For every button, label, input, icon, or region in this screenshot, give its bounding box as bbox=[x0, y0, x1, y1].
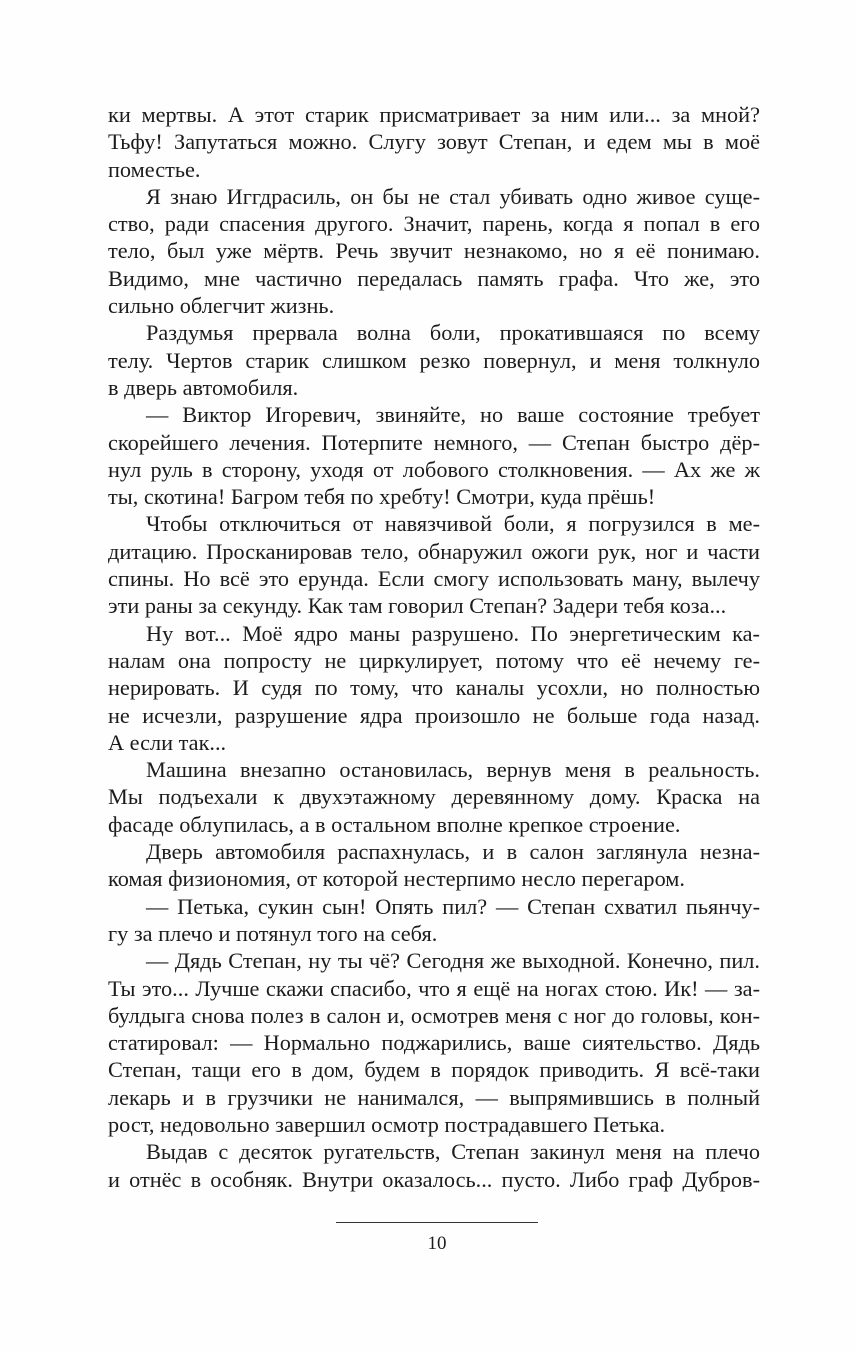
text-line: нерировать. И судя по тому, что каналы усохли, но полностью bbox=[108, 675, 760, 701]
text-line: поместье. bbox=[108, 156, 201, 182]
text-line: ство, ради спасения другого. Значит, парень, когда я попал в его bbox=[108, 211, 760, 237]
text-line: и отнёс в особняк. Внутри оказалось... пусто. Либо граф Дубров- bbox=[108, 1166, 760, 1192]
text-line: в дверь автомобиля. bbox=[108, 374, 299, 400]
text-line: — Петька, сукин сын! Опять пил? — Степан схватил пьянчу- bbox=[146, 893, 760, 919]
text-line: Мы подъехали к двухэтажному деревянному дому. Краска на bbox=[108, 784, 760, 810]
text-line: не исчезли, разрушение ядра произошло не больше года назад. bbox=[108, 702, 760, 728]
text-line: Ты это... Лучше скажи спасибо, что я ещё на ногах стою. Ик! — за- bbox=[108, 975, 760, 1001]
text-line: — Виктор Игоревич, звиняйте, но ваше состояние требует bbox=[146, 402, 760, 428]
text-line: нул руль в сторону, уходя от лобового столкновения. — Ах же ж bbox=[108, 456, 760, 482]
text-line: сильно облегчит жизнь. bbox=[108, 293, 335, 319]
footer-rule bbox=[336, 1222, 538, 1223]
text-line: булдыга снова полез в салон и, осмотрев меня с ног до головы, кон- bbox=[108, 1002, 760, 1028]
text-line: Я знаю Иггдрасиль, он бы не стал убивать одно живое суще- bbox=[146, 183, 760, 209]
text-line: рост, недовольно завершил осмотр пострадавшего Петька. bbox=[108, 1111, 666, 1137]
text-line: фасаде облупилась, а в остальном вполне крепкое строение. bbox=[108, 811, 681, 837]
text-line: телу. Чертов старик слишком резко повернул, и меня толкнуло bbox=[108, 347, 760, 373]
text-line: комая физиономия, от которой нестерпимо несло перегаром. bbox=[108, 866, 685, 892]
text-line: — Дядь Степан, ну ты чё? Сегодня же выходной. Конечно, пил. bbox=[146, 948, 760, 974]
text-line: Выдав с десяток ругательств, Степан закинул меня на плечо bbox=[146, 1139, 760, 1165]
text-line: Машина внезапно остановилась, вернув меня в реальность. bbox=[146, 757, 760, 783]
text-line: Видимо, мне частично передалась память графа. Что же, это bbox=[108, 265, 760, 291]
text-line: скорейшего лечения. Потерпите немного, — Степан быстро дёр- bbox=[108, 429, 760, 455]
body-text bbox=[108, 101, 760, 1193]
text-line: налам она попросту не циркулирует, потому что её нечему ге- bbox=[108, 647, 760, 673]
text-line: Ну вот... Моё ядро маны разрушено. По энергетическим ка- bbox=[146, 620, 760, 646]
text-line: дитацию. Просканировав тело, обнаружил ожоги рук, ног и части bbox=[108, 538, 760, 564]
text-line: спины. Но всё это ерунда. Если смогу использовать ману, вылечу bbox=[108, 566, 760, 592]
page-number: 10 bbox=[427, 1233, 447, 1254]
text-line: Раздумья прервала волна боли, прокатившаяся по всему bbox=[146, 320, 760, 346]
text-line: статировал: — Нормально поджарились, ваше сиятельство. Дядь bbox=[108, 1030, 760, 1056]
text-line: Тьфу! Запутаться можно. Слугу зовут Степан, и едем мы в моё bbox=[108, 129, 760, 155]
text-line: Чтобы отключиться от навязчивой боли, я погрузился в ме- bbox=[146, 511, 760, 537]
text-line: А если так... bbox=[108, 729, 227, 755]
text-line: ты, скотина! Багром тебя по хребту! Смотри, куда прёшь! bbox=[108, 484, 656, 510]
text-line: гу за плечо и потянул того на себя. bbox=[108, 920, 438, 946]
text-line: Дверь автомобиля распахнулась, и в салон заглянула незна- bbox=[146, 839, 760, 865]
text-line: тело, был уже мёртв. Речь звучит незнакомо, но я её понимаю. bbox=[108, 238, 760, 264]
text-line: ки мертвы. А этот старик присматривает за ним или... за мной? bbox=[108, 102, 760, 127]
text-line: лекарь и в грузчики не нанимался, — выпрямившись в полный bbox=[108, 1084, 760, 1110]
text-line: эти раны за секунду. Как там говорил Степан? Задери тебя коза... bbox=[108, 593, 727, 619]
text-line: Степан, тащи его в дом, будем в порядок приводить. Я всё-таки bbox=[108, 1057, 760, 1083]
